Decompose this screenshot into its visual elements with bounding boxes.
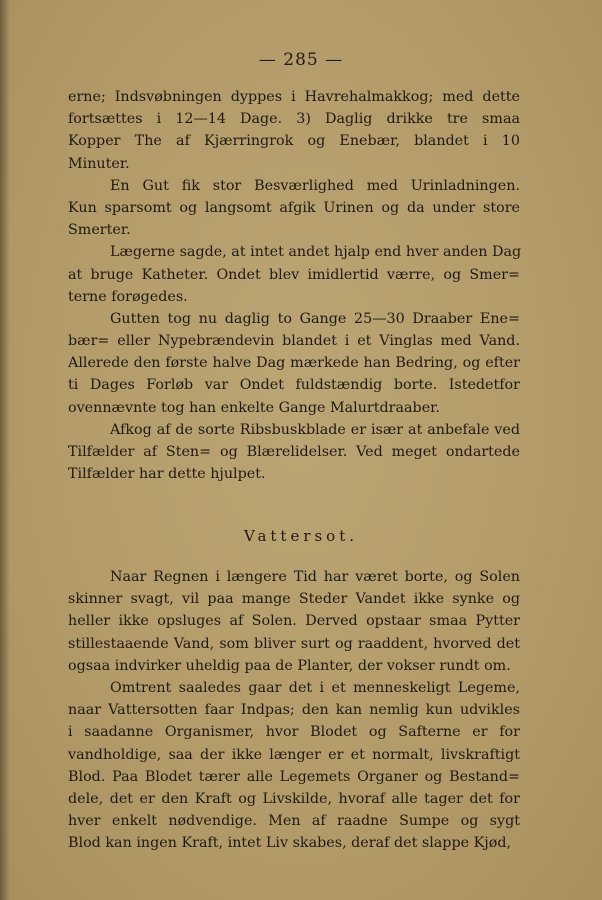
text-line: skinner svagt, vil paa mange Steder Vandet ikke synke og: [68, 591, 520, 608]
text-line: Allerede den første halve Dag mærkede han Bedring, og efter: [68, 355, 520, 372]
text-line: terne forøgedes.: [68, 288, 188, 305]
text-line: hver enkelt nødvendige. Men af raadne Sumpe og sygt: [68, 813, 520, 830]
text-line: i saadanne Organismer, hvor Blodet og Safterne er for: [68, 724, 520, 741]
text-line: naar Vattersotten faar Indpas; den kan nemlig kun udvikles: [68, 702, 520, 719]
text-line: Kopper The af Kjærringrok og Enebær, blandet i 10: [68, 133, 520, 150]
text-line: Afkog af de sorte Ribsbuskblade er især at anbefale ved: [110, 421, 520, 438]
page-number: — 285 —: [258, 50, 344, 70]
text-block-top: [68, 86, 520, 485]
text-line: erne; Indsvøbningen dyppes i Havrehalmakkog; med dette: [68, 89, 520, 105]
text-line: Lægerne sagde, at intet andet hjalp end hver anden Dag: [110, 244, 522, 261]
text-line: dele, det er den Kraft og Livskilde, hvoraf alle tager det for: [68, 790, 520, 807]
text-line: ogsaa indvirker uheldig paa de Planter, der vokser rundt om.: [68, 657, 511, 674]
text-line: bær= eller Nypebrændevin blandet i et Vinglas med Vand.: [68, 333, 520, 350]
text-line: Omtrent saaledes gaar det i et menneskeligt Legeme,: [110, 679, 520, 696]
text-line: stillestaaende Vand, som bliver surt og raaddent, hvorved det: [68, 635, 520, 652]
text-line: Kun sparsomt og langsomt afgik Urinen og da under store: [68, 199, 520, 216]
text-line: Smerter.: [68, 222, 131, 239]
text-line: Tilfælder har dette hjulpet.: [68, 466, 266, 483]
text-line: En Gut fik stor Besværlighed med Urinladningen.: [110, 177, 520, 194]
text-line: ovennævnte tog han enkelte Gange Malurtdraaber.: [68, 399, 440, 416]
section-heading: Vattersot.: [243, 527, 359, 545]
text-line: Naar Regnen i længere Tid har været borte, og Solen: [110, 569, 520, 585]
page-binding-shadow: [0, 0, 10, 900]
text-line: Tilfælder af Sten= og Blærelidelser. Ved meget ondartede: [68, 444, 520, 460]
text-line: Blod kan ingen Kraft, intet Liv skabes, deraf det slappe Kjød,: [68, 835, 512, 852]
text-line: Gutten tog nu daglig to Gange 25—30 Draaber Ene=: [110, 310, 520, 327]
text-line: Blod. Paa Blodet tærer alle Legemets Organer og Bestand=: [68, 768, 520, 785]
text-line: vandholdige, saa der ikke længer er et normalt, livskraftigt: [68, 746, 520, 763]
text-line: ti Dages Forløb var Ondet fuldstændig borte. Istedetfor: [68, 377, 520, 394]
text-line: at bruge Katheter. Ondet blev imidlertid værre, og Smer=: [68, 266, 520, 283]
text-block-bottom: [68, 566, 520, 854]
text-line: Minuter.: [68, 155, 130, 172]
text-line: fortsættes i 12—14 Dage. 3) Daglig drikke tre smaa: [68, 111, 520, 128]
text-line: heller ikke opsluges af Solen. Derved opstaar smaa Pytter: [68, 613, 520, 630]
